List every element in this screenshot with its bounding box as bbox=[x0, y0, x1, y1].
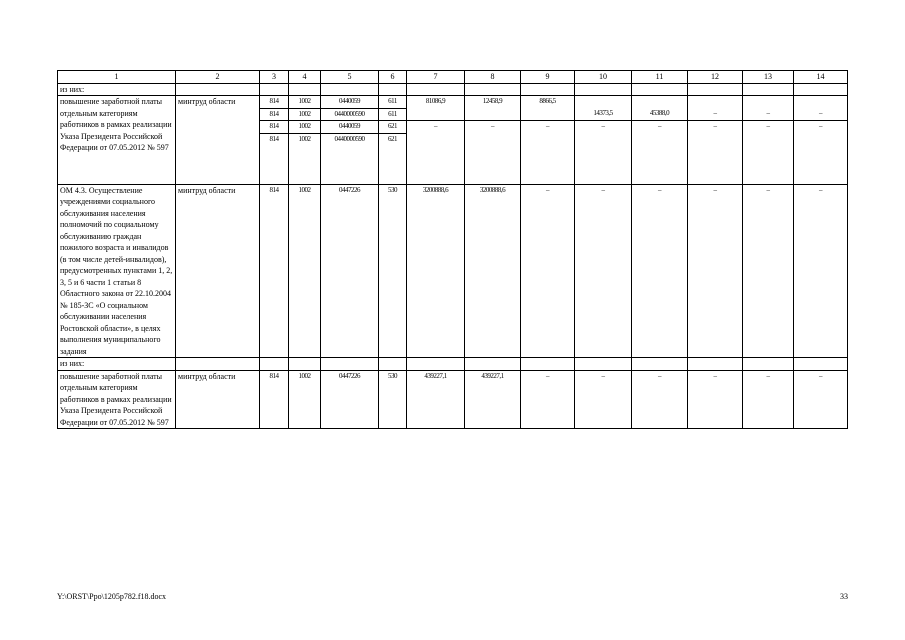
col-number: 9 bbox=[521, 71, 575, 84]
table-cell: 530 bbox=[379, 370, 407, 429]
table-cell: 1002 bbox=[289, 121, 321, 134]
table-cell: – bbox=[794, 108, 848, 121]
col-number: 4 bbox=[289, 71, 321, 84]
table-cell: 1002 bbox=[289, 108, 321, 121]
table-cell: 14373,5 bbox=[575, 108, 632, 121]
table-cell: 814 bbox=[260, 184, 289, 358]
table-cell: – bbox=[407, 121, 465, 134]
table-cell: – bbox=[743, 108, 794, 121]
table-cell bbox=[794, 96, 848, 109]
table-cell bbox=[632, 96, 688, 109]
table-cell: 12458,9 bbox=[465, 96, 521, 109]
table-cell: – bbox=[743, 121, 794, 134]
budget-table-sheet bbox=[57, 70, 847, 429]
table-cell: – bbox=[743, 370, 794, 429]
table-cell: – bbox=[465, 121, 521, 134]
col-number: 6 bbox=[379, 71, 407, 84]
table-cell bbox=[521, 108, 575, 121]
table-cell: 814 bbox=[260, 96, 289, 109]
subheading-text: из них: bbox=[58, 358, 176, 371]
table-cell: – bbox=[521, 121, 575, 134]
budget-table bbox=[57, 70, 848, 429]
table-cell: 814 bbox=[260, 108, 289, 121]
table-cell: – bbox=[575, 184, 632, 358]
table-cell: – bbox=[794, 184, 848, 358]
table-cell: 621 bbox=[379, 121, 407, 134]
table-cell: 0447226 bbox=[321, 184, 379, 358]
footer-file-path: Y:\ORST\Ppo\1205p782.f18.docx bbox=[57, 592, 167, 601]
table-cell bbox=[743, 96, 794, 109]
table-cell: 814 bbox=[260, 370, 289, 429]
col-number: 12 bbox=[688, 71, 743, 84]
table-cell: 0440059 bbox=[321, 96, 379, 109]
footer-page-number: 33 bbox=[840, 592, 848, 601]
table-cell: 439227,1 bbox=[465, 370, 521, 429]
table-cell bbox=[465, 108, 521, 121]
table-cell: 1002 bbox=[289, 96, 321, 109]
table-cell: – bbox=[688, 108, 743, 121]
row-organization: минтруд области bbox=[176, 96, 260, 185]
table-cell bbox=[575, 96, 632, 109]
table-cell: 1002 bbox=[289, 184, 321, 358]
table-cell: – bbox=[632, 184, 688, 358]
table-cell: – bbox=[521, 370, 575, 429]
table-cell bbox=[407, 108, 465, 121]
table-cell: 814 bbox=[260, 121, 289, 134]
row-organization: минтруд области bbox=[176, 184, 260, 358]
table-cell: 3200888,6 bbox=[465, 184, 521, 358]
row-name: повышение заработной платы отдельным категориям работников в рамках реализации Указа Президента Российской Федерации от 07.05.2012 № 597 bbox=[58, 96, 176, 185]
col-number: 13 bbox=[743, 71, 794, 84]
table-cell: 3200888,6 bbox=[407, 184, 465, 358]
row-name: повышение заработной платы отдельным категориям работников в рамках реализации Указа Президента Российской Федерации от 07.05.2012 № 597 bbox=[58, 370, 176, 429]
table-cell: 611 bbox=[379, 108, 407, 121]
table-row bbox=[58, 96, 848, 109]
col-number: 10 bbox=[575, 71, 632, 84]
table-row bbox=[58, 184, 848, 358]
table-cell: – bbox=[632, 370, 688, 429]
table-row bbox=[58, 370, 848, 429]
table-cell: 81086,9 bbox=[407, 96, 465, 109]
row-organization: минтруд области bbox=[176, 370, 260, 429]
table-cell bbox=[688, 96, 743, 109]
table-cell: 814 bbox=[260, 133, 289, 184]
table-cell: 439227,1 bbox=[407, 370, 465, 429]
column-number-row bbox=[58, 71, 848, 84]
table-cell: – bbox=[632, 121, 688, 134]
table-cell: 0440000590 bbox=[321, 108, 379, 121]
table-cell: 8866,5 bbox=[521, 96, 575, 109]
col-number: 1 bbox=[58, 71, 176, 84]
table-cell: – bbox=[794, 370, 848, 429]
table-cell: 45388,0 bbox=[632, 108, 688, 121]
table-cell: – bbox=[794, 121, 848, 134]
table-cell: 0440059 bbox=[321, 121, 379, 134]
table-cell: – bbox=[743, 184, 794, 358]
table-cell: – bbox=[575, 121, 632, 134]
row-name: ОМ 4.3. Осуществление учреждениями социального обслуживания населения полномочий по социальному обслуживанию граждан пожилого возраста и инвалидов (в том числе детей-инвалидов), предусмотренных пунктами 1, 2, 3, 5 и 6 части 1 статьи 8 Областного закона от 22.10.2004 № 185-ЗС «О социальном обслуживании населения Ростовской области», в целях выполнения муниципального задания bbox=[58, 184, 176, 358]
table-cell: 530 bbox=[379, 184, 407, 358]
table-cell: – bbox=[688, 370, 743, 429]
table-cell: 611 bbox=[379, 96, 407, 109]
table-cell: 1002 bbox=[289, 370, 321, 429]
table-cell: – bbox=[575, 370, 632, 429]
subheading-text: из них: bbox=[58, 83, 176, 96]
subheading-row bbox=[58, 358, 848, 371]
table-cell: 0447226 bbox=[321, 370, 379, 429]
subheading-row bbox=[58, 83, 848, 96]
col-number: 5 bbox=[321, 71, 379, 84]
table-cell: – bbox=[521, 184, 575, 358]
table-cell: – bbox=[688, 121, 743, 134]
table-cell: – bbox=[688, 184, 743, 358]
col-number: 7 bbox=[407, 71, 465, 84]
col-number: 2 bbox=[176, 71, 260, 84]
col-number: 11 bbox=[632, 71, 688, 84]
table-cell: 621 bbox=[379, 133, 407, 184]
table-cell: 1002 bbox=[289, 133, 321, 184]
col-number: 3 bbox=[260, 71, 289, 84]
table-cell: 0440000590 bbox=[321, 133, 379, 184]
col-number: 14 bbox=[794, 71, 848, 84]
col-number: 8 bbox=[465, 71, 521, 84]
